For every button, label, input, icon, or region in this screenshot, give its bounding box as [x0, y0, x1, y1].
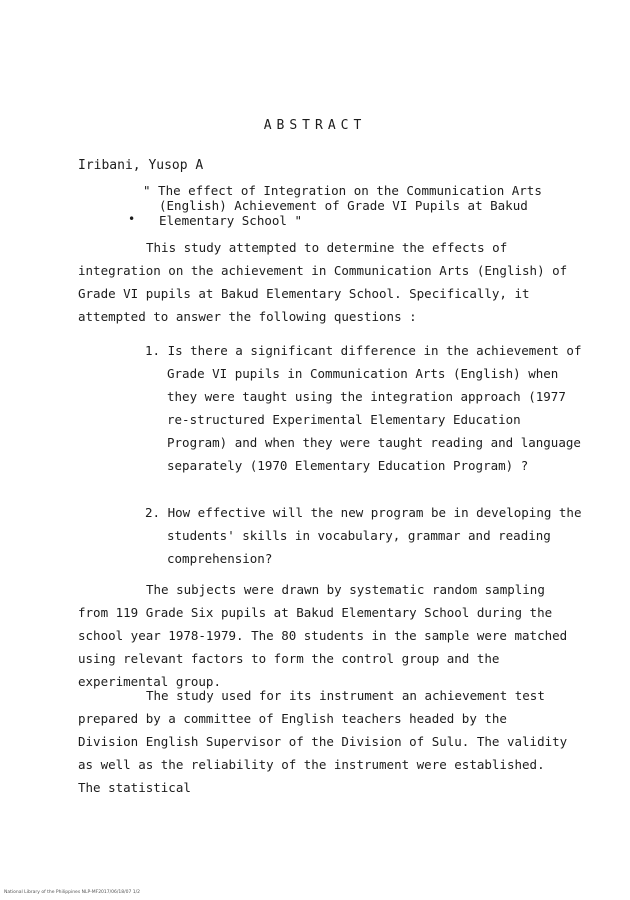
abstract-title: ABSTRACT [263, 118, 367, 133]
paragraph-instrument: The study used for its instrument an achievement test prepared by a committee of English teachers headed by the Division English Supervisor of the Division of Sulu. The validity as well as the reliability of the instrument were established. The statistical [78, 688, 568, 795]
paragraph-introduction: This study attempted to determine the effects of integration on the achievement in Communication Arts (English) of Grade VI pupils at Bakud Elementary School. Specifically, it attempted to answer the following questions : [78, 240, 568, 324]
research-question-1: 1. Is there a significant difference in the achievement of Grade VI pupils in Communication Arts (English) when they were taught using the integration approach (1977 re-structured Experimental Elementary Education Program) and when they were taught reading and language separately (1970 Elementary Education Program) ? [145, 343, 582, 473]
thesis-title: " The effect of Integration on the Communication Arts (English) Achievement of Grade VI Pupils at Bakud Elementary School " [143, 183, 542, 228]
page-footer: National Library of the Philippines NLP-MF2017/06/18/07 1/2 [4, 890, 141, 895]
research-question-2: 2. How effective will the new program be in developing the students' skills in vocabulary, grammar and reading comprehension? [145, 505, 582, 566]
author-name: Iribani, Yusop A [78, 158, 204, 173]
bullet-mark: • [128, 212, 136, 226]
paragraph-subjects: The subjects were drawn by systematic random sampling from 119 Grade Six pupils at Bakud Elementary School during the school year 1978-1979. The 80 students in the sample were matched using relevant factors to form the control group and the experimental group. [78, 582, 568, 689]
